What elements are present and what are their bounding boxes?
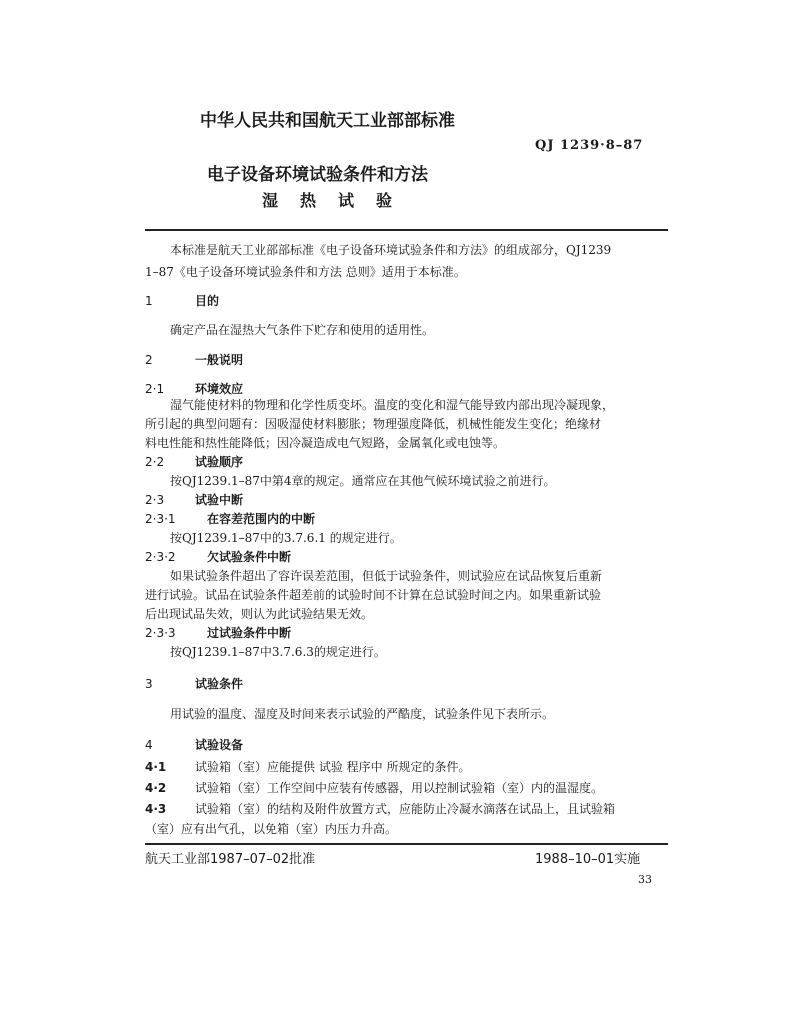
section-2-3-3-heading — [145, 624, 291, 641]
section-number: 4 — [145, 738, 153, 752]
section-4-3-line-2: （室）应有出气孔，以免箱（室）内压力升高。 — [145, 822, 398, 836]
document-subtitle: 湿热试验 — [262, 191, 415, 210]
section-2-heading — [145, 351, 243, 368]
section-3-heading — [145, 675, 243, 692]
section-4-heading — [145, 736, 243, 753]
section-body: 试验箱（室）工作空间中应装有传感器，用以控制试验箱（室）内的温湿度。 — [195, 781, 604, 795]
section-body: 试验箱（室）应能提供 试验 程序中 所规定的条件。 — [195, 760, 471, 774]
section-2-2-body: 按QJ1239.1–87中第4章的规定。通常应在其他气候环境试验之前进行。 — [170, 474, 556, 488]
section-2-3-2-line-2: 进行试验。试品在试验条件超差前的试验时间不计算在总试验时间之内。如果重新试验 — [145, 588, 602, 602]
section-title: 欠试验条件中断 — [207, 550, 292, 564]
section-2-3-2-heading — [145, 548, 291, 565]
section-number: 4·2 — [145, 781, 167, 795]
section-2-3-2-line-1: 如果试验条件超出了容许误差范围，但低于试验条件，则试验应在试品恢复后重新 — [170, 569, 603, 583]
page-number: 33 — [638, 873, 652, 886]
document-title: 电子设备环境试验条件和方法 — [207, 165, 428, 185]
standard-organization: 中华人民共和国航天工业部部标准 — [200, 111, 455, 131]
section-4-2 — [145, 779, 603, 796]
section-2-3-2-line-3: 后出现试品失效，则认为此试验结果无效。 — [145, 607, 374, 621]
section-number: 4·1 — [145, 760, 167, 774]
section-number: 4·3 — [145, 802, 167, 816]
section-number: 2·3·1 — [145, 512, 176, 526]
section-2-1-line-2: 所引起的典型问题有：因吸湿使材料膨胀；物理强度降低，机械性能发生变化；绝缘材 — [145, 417, 602, 431]
section-number: 2 — [145, 353, 153, 367]
section-title: 一般说明 — [195, 353, 244, 367]
section-number: 1 — [145, 294, 153, 308]
section-body: 试验箱（室）的结构及附件放置方式，应能防止冷凝水滴落在试品上，且试验箱 — [195, 802, 616, 816]
section-2-1-line-3: 料电性能和热性能降低；因冷凝造成电气短路，金属氧化或电蚀等。 — [145, 436, 506, 450]
intro-line-1: 本标准是航天工业部部标准《电子设备环境试验条件和方法》的组成部分，QJ1239 — [170, 243, 612, 257]
section-2-3-3-body: 按QJ1239.1–87中3.7.6.3的规定进行。 — [170, 645, 386, 659]
intro-line-2: 1–87《电子设备环境试验条件和方法 总则》适用于本标准。 — [145, 265, 466, 279]
section-title: 试验设备 — [195, 738, 244, 752]
section-2-3-heading — [145, 491, 243, 508]
section-2-1-line-1: 湿气能使材料的物理和化学性质变坏。温度的变化和湿气能导致内部出现冷凝现象， — [170, 398, 615, 412]
effective-date: 1988–10–01实施 — [535, 852, 641, 867]
section-2-3-1-heading — [145, 510, 315, 527]
footer-divider — [145, 843, 668, 845]
section-title: 环境效应 — [195, 382, 244, 396]
section-number: 3 — [145, 677, 153, 691]
section-title: 试验顺序 — [195, 455, 244, 469]
section-4-3 — [145, 800, 615, 817]
section-title: 过试验条件中断 — [207, 626, 292, 640]
section-title: 试验条件 — [195, 677, 244, 691]
section-number: 2·3·3 — [145, 626, 176, 640]
section-2-3-1-body: 按QJ1239.1–87中的3.7.6.1 的规定进行。 — [170, 531, 402, 545]
section-1-body: 确定产品在湿热大气条件下贮存和使用的适用性。 — [170, 323, 435, 337]
section-number: 2·1 — [145, 382, 165, 396]
section-2-1-heading — [145, 380, 243, 397]
header-divider — [145, 229, 668, 231]
section-4-1 — [145, 758, 470, 775]
section-number: 2·3·2 — [145, 550, 176, 564]
section-title: 试验中断 — [195, 493, 244, 507]
section-3-body: 用试验的温度、湿度及时间来表示试验的严酷度，试验条件见下表所示。 — [170, 707, 555, 721]
approval-date: 航天工业部1987–07–02批准 — [145, 852, 316, 867]
section-2-2-heading — [145, 453, 243, 470]
standard-code: QJ 1239·8–87 — [535, 138, 644, 153]
section-number: 2·3 — [145, 493, 165, 507]
section-number: 2·2 — [145, 455, 165, 469]
section-title: 在容差范围内的中断 — [207, 512, 316, 526]
section-title: 目的 — [195, 294, 220, 308]
section-1-heading — [145, 292, 219, 309]
